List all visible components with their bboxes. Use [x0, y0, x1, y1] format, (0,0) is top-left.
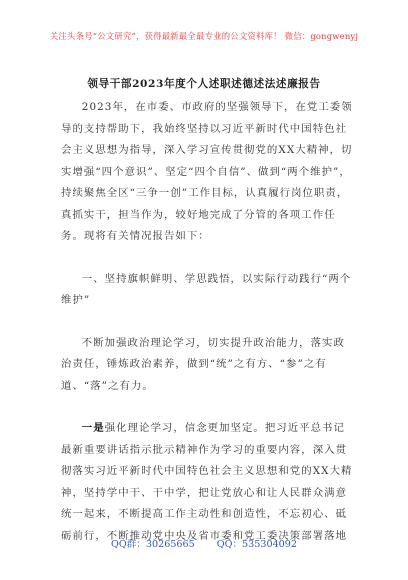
paragraph-text: 强化理论学习，信念更加坚定。把习近平总书记最新重要讲话指示批示精神作为学习的重要内容，深入贯彻落实习近平新时代中国特色社会主义思想和党的XX大精神，坚持学中干、干中学，把让党放心和让人民群众满意统一起来，不断提高工作主动性和创造性，不忘初心、砥砺前行，不断推动党中央及省市委和党工委决策部署落地 — [61, 422, 353, 542]
paragraph-political-study: 不断加强政治理论学习，切实提升政治能力，落实政治责任，锤炼政治素养，做到“统”之有方、“参”之有道、“落”之有力。 — [61, 336, 345, 392]
paragraph-lead: 一是 — [81, 422, 105, 434]
document-title: 领导干部2023年度个人述职述德述法述廉报告 — [87, 78, 321, 90]
header-notice: 关注头条号“公文研究”，获得最新最全最专业的公文资料库！ 微信：gongwenyj — [49, 31, 359, 41]
paragraph-intro: 2023年，在市委、市政府的坚强领导下，在党工委领导的支持帮助下，我始终坚持以习近平新时代中国特色社会主义思想为指导，深入学习宣传贯彻党的XX大精神，切实增强“四个意识”、坚定“四个自信”、做到“两个维护”，持续聚焦全区“三争一创”工作目标，认真履行岗位职责，真抓实干，担当作为，较好地完成了分管的各项工作任务。现将有关情况报告如下： — [61, 101, 353, 242]
footer-contacts — [0, 536, 408, 550]
section-heading-1: 一、坚持旗帜鲜明、学思践悟，以实际行动践行“两个维护” — [61, 272, 352, 306]
document-body — [61, 97, 353, 547]
footer-qq: QQ：535304092 — [216, 539, 297, 550]
footer-qq-group: QQ群：30265665 — [110, 539, 195, 550]
paragraph-theory-study — [61, 418, 353, 547]
